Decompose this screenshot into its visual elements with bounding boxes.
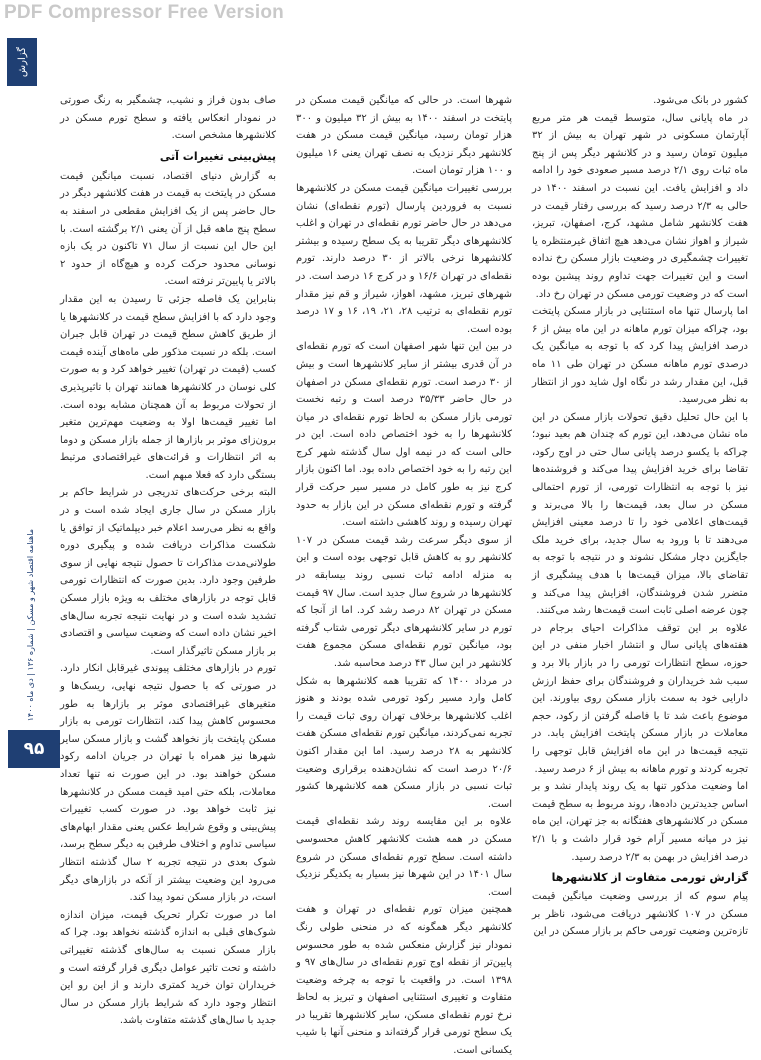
paragraph: به گزارش دنیای اقتصاد، نسبت میانگین قیمت مسکن در پایتخت به قیمت در هفت کلانشهر دیگر در حال حاضر پس از یک افزایش مقطعی در اسفند به سطح پنج ماهه قبل از آن یعنی ۲/۱ برگشته است. با این حال این نسبت از سال ۷۱ تاکنون در یک بازه نوسانی محدود حرکت کرده و هیچ‌گاه از حدود ۲ بالاتر یا پایین‌تر نرفته است. [60, 170, 276, 288]
column-middle [296, 92, 513, 1057]
paragraph: از سوی دیگر سرعت رشد قیمت مسکن در ۱۰۷ کلانشهر رو به کاهش قابل توجهی بوده است و این به منزله ادامه ثبات نسبی روند بیسابقه در کلانشهرها در شروع سال جدید است. سال ۹۷ قیمت مسکن در تهران ۸۲ درصد رشد کرد. اما از آنجا که تورم در سایر کلانشهرهای دیگر تورمی شتاب گرفته بود، میانگین تورم نقطه‌ای مسکن مجموع هفت کلانشهر در این سال ۴۳ درصد محاسبه شد. [296, 534, 513, 669]
paragraph: بررسی تغییرات میانگین قیمت مسکن در کلانشهرها نسبت به فروردین پارسال (تورم نقطه‌ای) نشان می‌دهد در حال حاضر تورم نقطه‌ای در تهران و اغلب کلانشهرهای دیگر تقریبا به یک سطح رسیده و بیشتر کلانشهرها نرخی بالاتر از ۳۰ درصد دارند. تورم نقطه‌ای در تهران ۱۶/۶ و در کرج ۱۶ درصد است. در شهرهای تبریز، مشهد، اهواز، شیراز و قم نیز مقدار تورم نقطه‌ای به ترتیب ۲۸، ۲۱، ۱۹، ۱۶ و ۱۷ درصد بوده است. [296, 182, 513, 335]
section-tab [7, 38, 37, 86]
paragraph: در بین این تنها شهر اصفهان است که تورم نقطه‌ای در آن قدری بیشتر از سایر کلانشهرها است و بیش از ۳۰ درصد است. تورم نقطه‌ای مسکن در اصفهان در حال حاضر ۳۵/۳۳ درصد است و رتبه نخست تورمی بازار مسکن به لحاظ تورم نقطه‌ای در میان کلانشهرها را به خود اختصاص داده است. این در حالی است که در نیمه اول سال گذشته شهر کرج این رتبه را به خود اختصاص داده بود. اما اکنون بازار کرج نیز به طور کامل در مسیر سیر حرکت قرار گرفته و تورم نقطه‌ای مسکن در این بازار به حدود تهران رسیده و روند کاهشی داشته است. [296, 341, 512, 529]
running-footer-text: ماهنامه اقتصاد شهر و مسکن | شماره ۱۳۶ | دی ماه ۱۴۰۰ [25, 528, 35, 722]
section-heading: پیش‌بینی تغییرات آتی [159, 149, 276, 163]
paragraph: صاف بدون فراز و نشیب، چشمگیر به رنگ صورتی در نمودار انعکاس یافته و سطح تورم مسکن در کلانشهرها مشخص است. [60, 95, 276, 142]
paragraph: شهرها است. در حالی که میانگین قیمت مسکن در پایتخت در اسفند ۱۴۰۰ به بیش از ۳۲ میلیون و ۳۰۰ هزار تومان رسید، میانگین قیمت مسکن در هفت کلانشهر دیگر نزدیک به نصف تهران یعنی ۱۶ میلیون و ۱۰۰ هزار تومان است. [296, 95, 512, 177]
watermark: PDF Compressor Free Version [4, 2, 284, 23]
paragraph: پیام سوم که از بررسی وضعیت میانگین قیمت مسکن در ۱۰۷ کلانشهر دریافت می‌شود، ناظر بر تازه‌ترین وضعیت تورمی حاکم بر بازار مسکن در این [532, 891, 748, 938]
section-heading: گزارش تورمی متفاوت از کلانشهرها [551, 871, 748, 885]
page-number: ۹۵ [8, 730, 60, 768]
paragraph: اما پارسال تنها ماه استثنایی در بازار مسکن پایتخت بود، چراکه میزان تورم ماهانه در این ماه بیش از ۶ درصد افزایش پیدا کرد که با توجه به میانگین یک درصدی تورم ماهانه مسکن در تهران طی ۱۱ ماه قبل، این مقدار رشد در نگاه اول شاید دور از انتظار به نظر می‌رسید. [532, 306, 748, 406]
paragraph: با این حال تحلیل دقیق تحولات بازار مسکن در این ماه نشان می‌دهد، این تورم که چندان هم بعید نبود؛ چراکه با یکسو درصد پایانی سال حتی در اوج رکود، تقاضا برای خرید افزایش پیدا می‌کند و فروشنده‌ها نیز با توجه به انتظارات تورمی، از تورم احتمالی مسکن در سال بعد، قیمت‌ها را بالا می‌برند و قیمت‌های اعلامی خود را تا درصد معینی افزایش می‌دهند تا با ورود به سال جدید، برای خرید ملک جایگزین دچار مشکل نشوند و در نتیجه با توجه به تقاضای بالا، میزان قیمت‌ها با هدف پیشگیری از متضرر شدن فروشندگان، افزایش پیدا می‌کند و چون عرضه اصلی ثابت است قیمت‌ها رشد می‌کنند. [532, 411, 748, 617]
section-tab-label: گزارش [16, 46, 28, 78]
paragraph: البته برخی حرکت‌های تدریجی در شرایط حاکم بر بازار مسکن در سال جاری ایجاد شده است و در واقع به نظر می‌رسد اعلام خبر دیپلماتیک از توافق یا شکست مذاکرات دریافت شده و پیگیری دوره طولانی‌مدت مذاکرات تا حصول نتیجه نهایی از سوی طرفین وجود دارد. بدین صورت که انتظارات تورمی قابل توجه در بازارهای مختلف به ویژه بازار مسکن تشدید شده است و در نهایت نتیجه تجربه سال‌های اخیر نشان داده است که وضعیت سیاسی و اقتصادی بر بازار مسکن تاثیرگذار است. [60, 487, 276, 657]
paragraph: اما وضعیت مذکور تنها به یک روند پایدار نشد و بر اساس جدیدترین داده‌ها، روند مربوط به سطح قیمت مسکن در کلانشهرهای هفتگانه به جز تهران، این ماه نیز در میانه مسیر آرام خود قرار داشت و با ۲/۱ درصد افزایش در بهمن به ۲/۳ درصد رسید. [532, 781, 748, 863]
paragraph: علاوه بر این مقایسه روند رشد نقطه‌ای قیمت مسکن در همه هشت کلانشهر کاهش محسوسی داشته است. سطح تورم نقطه‌ای مسکن در شروع سال ۱۴۰۱ در این شهرها نیز بسیار به یکدیگر نزدیک است. [296, 816, 513, 898]
paragraph: علاوه بر این توقف مذاکرات احیای برجام در هفته‌های پایانی سال و انتشار اخبار منفی در این حوزه، سطح انتظارات تورمی را در بازار بالا برد و سبب شد خریداران و فروشندگان برای حفظ ارزش دارایی خود به سمت بازار مسکن روی بیاورند. این موضوع باعث شد تا با فاصله گرفتن از رکود، حجم معاملات در بازار مسکن پایتخت افزایش یابد. در نتیجه قیمت‌ها در این ماه افزایش قابل توجهی را تجربه کردند و تورم ماهانه به بیش از ۶ درصد رسید. [532, 622, 748, 775]
paragraph: بنابراین یک فاصله جزئی تا رسیدن به این مقدار وجود دارد که با افزایش سطح قیمت در کلانشهرها یا از طریق کاهش سطح قیمت در تهران قابل جبران است. بلکه در نسبت مذکور طی ماه‌های آینده قیمت کسب (قیمت در تهران) تغییر خواهد کرد و به صورت کلی نوسان در کلانشهرها همانند تهران با تاثیرپذیری از تحولات مربوط به آن همچنان مشابه بوده است. اما تغییر قیمت‌ها اولا به وضعیت مهم‌ترین متغیر برون‌زای موثر بر بازارها از جمله بازار مسکن و دوما به اثر انتظارات و قرائت‌های غیراقتصادی مرتبط بستگی دارد که فعلا مبهم است. [60, 293, 276, 481]
paragraph: در مرداد ۱۴۰۰ که تقریبا همه کلانشهرها به شکل کامل وارد مسیر رکود تورمی شده بودند و هنوز اغلب کلانشهرها برخلاف تهران روی ثبات قیمت را تجربه نمی‌کردند، میانگین تورم نقطه‌ای مسکن هفت کلانشهر به ۲۸ درصد رسید. اما این مقدار اکنون ۲۰/۶ درصد است که نشان‌دهنده برقراری وضعیت ثبات نسبی در بازار مسکن همه کلانشهرها کشور است. [296, 675, 512, 810]
paragraph: تورم در بازارهای مختلف پیوندی غیرقابل انکار دارد. در صورتی که با حصول نتیجه نهایی، ریسک‌ها و متغیرهای غیراقتصادی موثر بر بازارها به طور محسوس کاهش پیدا کند، انتظارات تورمی به بازار مسکن پایتخت باز نخواهد گشت و بازار مسکن سایر شهرها نیز همراه با تهران در جریان ادامه رکود مسکن خواهند بود. در این صورت نه تنها تعداد معاملات، بلکه حتی امید قیمت مسکن در کلانشهرها نیز ثابت خواهد بود. در صورت کسب تغییرات پیش‌بینی و وقوع شرایط عکس یعنی مقدار ابهام‌های سیاسی تداوم و اختلاف طرفین به دیگر سطح برسد، شوک بعدی در نتیجه تجربه ۲ سال گذشته انتظار می‌رود این وضعیت بیشتر از آنکه در بازارهای دیگر است، در بازار مسکن نمود پیدا کند. [60, 663, 277, 904]
paragraph: اما در صورت تکرار تحریک قیمت، میزان اندازه شوک‌های قبلی به اندازه گذشته نخواهد بود. چرا که بازار مسکن نسبت به سال‌های گذشته تغییراتی داشته و تحت تاثیر عوامل دیگری قرار گرفته است و خریداران توان خرید کمتری دارند و از این رو این انتظار وجود دارد که شرایط بازار مسکن در سال جدید با سال‌های گذشته متفاوت باشد. [60, 909, 276, 1027]
column-right [532, 92, 748, 1037]
paragraph: همچنین میزان تورم نقطه‌ای در تهران و هفت کلانشهر دیگر همگونه که در منحنی طولی رنگ نمودار نیز گزارش منعکس شده به طور محسوس پایین‌تر از نقطه اوج تورم نقطه‌ای در سال‌های ۹۷ و ۱۳۹۸ است. در واقعیت با توجه به چرخه وضعیت متفاوت و تغییری استثنایی اصفهان و تبریز به لحاظ نرخ تورم نقطه‌ای مسکن، سایر کلانشهرها تقریبا در یک سطح تورمی قرار گرفته‌اند و منحنی آنها با شیب یکسانی است. [296, 904, 512, 1057]
article-body [60, 92, 748, 1057]
paragraph: کشور در بانک می‌شود. [653, 95, 748, 106]
paragraph: در ماه پایانی سال، متوسط قیمت هر متر مربع آپارتمان مسکونی در شهر تهران به بیش از ۳۲ میلیون تومان رسید و در کلانشهر دیگر پس از پنج ماه ثبات روی ۲/۱ درصد مسیر صعودی خود را ادامه داد و افزایش یافت. این نسبت در اسفند ۱۴۰۰ در حالی به ۲/۳ درصد رسید که بررسی رفتار قیمت در هفت کلانشهر شامل مشهد، کرج، اصفهان، تبریز، شیراز و اهواز نشان می‌دهد هیچ اتفاق غیرمنتظره یا تغییرات چشمگیری در وضعیت بازار مسکن رخ نداده است و این تغییرات جهت تداوم روند پیشین بوده است که در وضعیت تورمی مسکن در تهران رخ داد. [532, 112, 748, 300]
column-left [60, 92, 276, 1037]
